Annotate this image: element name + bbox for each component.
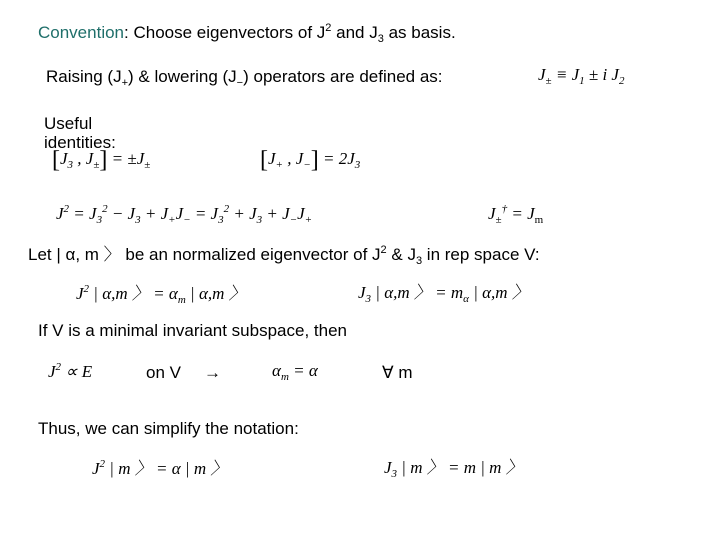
- implies-arrow: →: [204, 363, 221, 382]
- convention-keyword: Convention: [38, 23, 125, 42]
- proportional-equation: $J^2 \propto E$: [48, 361, 93, 381]
- j-squared-identity: $J^2 = J_3^2 - J_3 + J_+J_- = J_3^2 + J_3 + J_-J_+$: [56, 203, 313, 226]
- commutator-j3-jpm: [$J_3$ , $J_\pm] = \pm J_\pm$: [52, 147, 151, 173]
- simplified-j3: $J_3$ | m 〉 = m | m 〉: [384, 458, 523, 480]
- minimal-subspace-line: If V is a minimal invariant subspace, then: [38, 321, 347, 340]
- alpha-equation: $\alpha_m = \alpha$: [272, 361, 318, 383]
- j-squared-eigen-equation: $J^2$ | α,m 〉 = $\alpha_m$ | α,m 〉: [76, 283, 246, 306]
- eigenvector-line: Let | α, m 〉 be an normalized eigenvector of $J^2$ & $J_3$ in rep space V:: [28, 244, 540, 267]
- useful-label: Useful identities:: [44, 114, 116, 152]
- commutator-jplus-jminus: [$J_+$ , $J_-] = 2J_3$: [260, 147, 361, 173]
- on-v-label: on V: [146, 363, 181, 382]
- for-all-m: ∀ m: [382, 363, 413, 382]
- simplified-j-squared: $J^2$ | m 〉 = α | m 〉: [92, 458, 228, 478]
- j3-eigen-equation: $J_3$ | α,m 〉 = $m_\alpha$ | α,m 〉: [358, 283, 529, 305]
- simplify-line: Thus, we can simplify the notation:: [38, 419, 299, 438]
- adjoint-identity: $J_\pm^\dagger = J_m$: [488, 203, 544, 226]
- ladder-definition-equation: $J_\pm \equiv J_1 \pm i$ $J_2$: [538, 65, 625, 87]
- raising-lowering-line: Raising $(J_+)$ & lowering $(J_-)$ operators are defined as:: [46, 67, 443, 89]
- convention-line: Convention: Choose eigenvectors of $J^2$ and $J_3$ as basis.: [38, 22, 456, 45]
